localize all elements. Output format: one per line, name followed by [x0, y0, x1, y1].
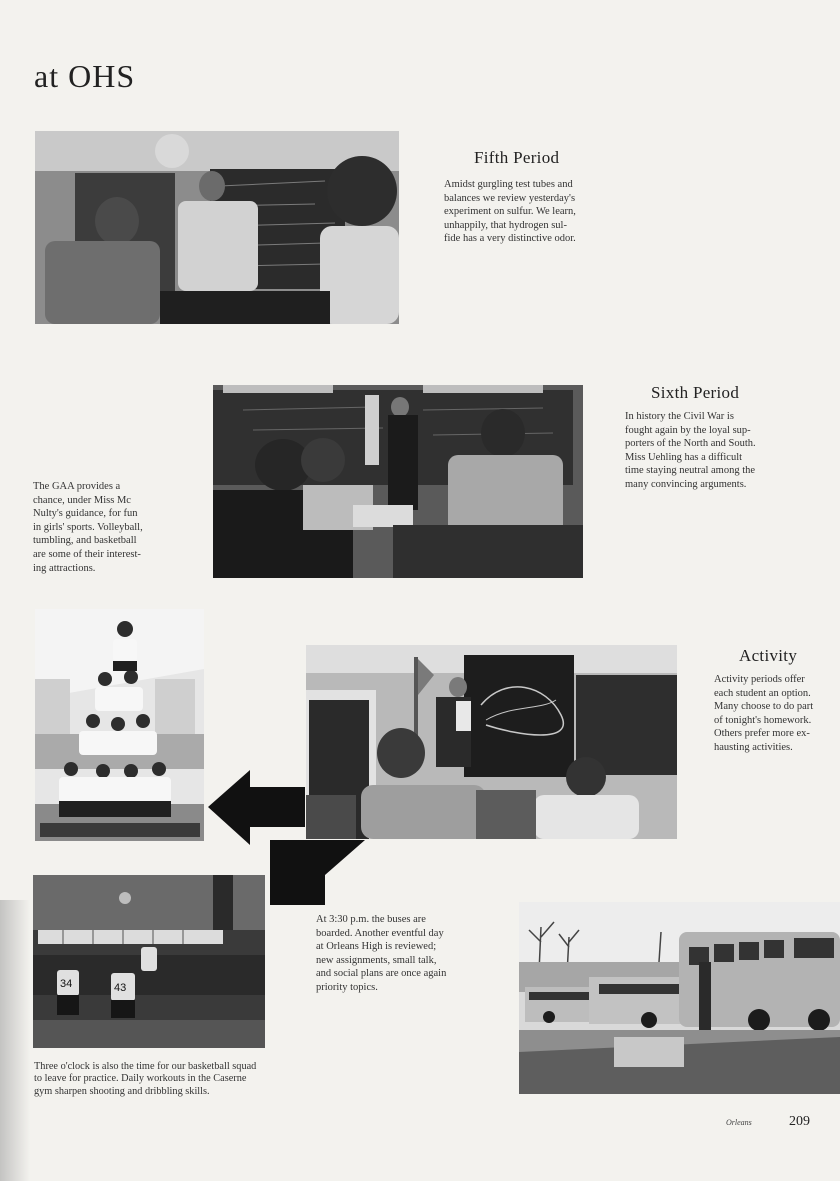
text-line: boarded. Another eventful day: [316, 927, 444, 939]
text-gaa: [33, 480, 175, 575]
page-number: 209: [789, 1114, 810, 1129]
text-line: each student an option.: [714, 687, 811, 699]
page-edge-shadow: [0, 900, 30, 1181]
page-title: at OHS: [34, 58, 136, 94]
text-line: balances we review yesterday's: [444, 192, 576, 204]
photo-basketball-art: [33, 875, 265, 1048]
text-line: Three o'clock is also the time for our basketball squad: [34, 1061, 257, 1072]
text-line: Amidst gurgling test tubes and: [444, 179, 573, 190]
text-activity: [714, 673, 840, 755]
text-line: fought again by the loyal sup-: [625, 424, 751, 436]
heading-sixth-period: Sixth Period: [651, 383, 740, 402]
text-line: At 3:30 p.m. the buses are: [316, 914, 426, 925]
photo-basketball-practice: [33, 875, 265, 1048]
text-basketball: [34, 1061, 334, 1098]
text-sixth-period: [625, 410, 789, 492]
text-line: to leave for practice. Daily workouts in the Caserne: [34, 1073, 247, 1085]
text-line: in girls' sports. Volleyball,: [33, 521, 143, 533]
text-line: fide has a very distinctive odor.: [444, 233, 576, 245]
text-line: of tonight's homework.: [714, 714, 812, 726]
photo-chemistry-class-art: [35, 131, 399, 324]
jersey-number-34: 34: [60, 978, 73, 990]
text-line: chance, under Miss Mc: [33, 494, 131, 506]
footer-school-name: Orleans: [726, 1118, 752, 1127]
text-line: experiment on sulfur. We learn,: [444, 206, 576, 218]
photo-gaa-pyramid-art: [35, 609, 204, 841]
text-line: gym sharpen shooting and dribbling skills.: [34, 1085, 210, 1097]
text-line: and social plans are once again: [316, 968, 447, 980]
heading-fifth-period: Fifth Period: [474, 148, 560, 167]
text-line: ing attractions.: [33, 562, 96, 574]
text-buses: [316, 913, 480, 995]
text-line: Nulty's guidance, for fun: [33, 508, 138, 520]
text-line: unhappily, that hydrogen sul-: [444, 219, 567, 231]
photo-history-class-art: [213, 385, 583, 578]
text-line: hausting activities.: [714, 741, 793, 753]
photo-school-buses-art: [519, 902, 840, 1094]
text-line: many convincing arguments.: [625, 478, 747, 490]
text-fifth-period: [444, 178, 609, 246]
text-line: priority topics.: [316, 981, 378, 993]
text-line: time staying neutral among the: [625, 465, 756, 477]
text-line: tumbling, and basketball: [33, 535, 137, 547]
text-line: In history the Civil War is: [625, 411, 734, 422]
text-line: Miss Uehling has a difficult: [625, 451, 743, 463]
photo-gaa-pyramid: [35, 609, 204, 841]
left-arrow-shape: [208, 770, 305, 845]
text-line: Many choose to do part: [714, 701, 814, 713]
photo-chemistry-class: [35, 131, 399, 324]
text-line: at Orleans High is reviewed;: [316, 941, 437, 953]
text-line: Others prefer more ex-: [714, 728, 810, 740]
text-line: The GAA provides a: [33, 481, 121, 492]
down-left-arrow-shape: [270, 840, 365, 905]
text-line: are some of their interest-: [33, 548, 141, 560]
photo-history-class: [213, 385, 583, 578]
text-line: Activity periods offer: [714, 674, 805, 685]
text-line: new assignments, small talk,: [316, 954, 437, 966]
heading-activity: Activity: [739, 646, 798, 665]
photo-school-buses: [519, 902, 840, 1094]
text-line: porters of the North and South.: [625, 438, 756, 450]
jersey-number-43: 43: [114, 982, 127, 994]
